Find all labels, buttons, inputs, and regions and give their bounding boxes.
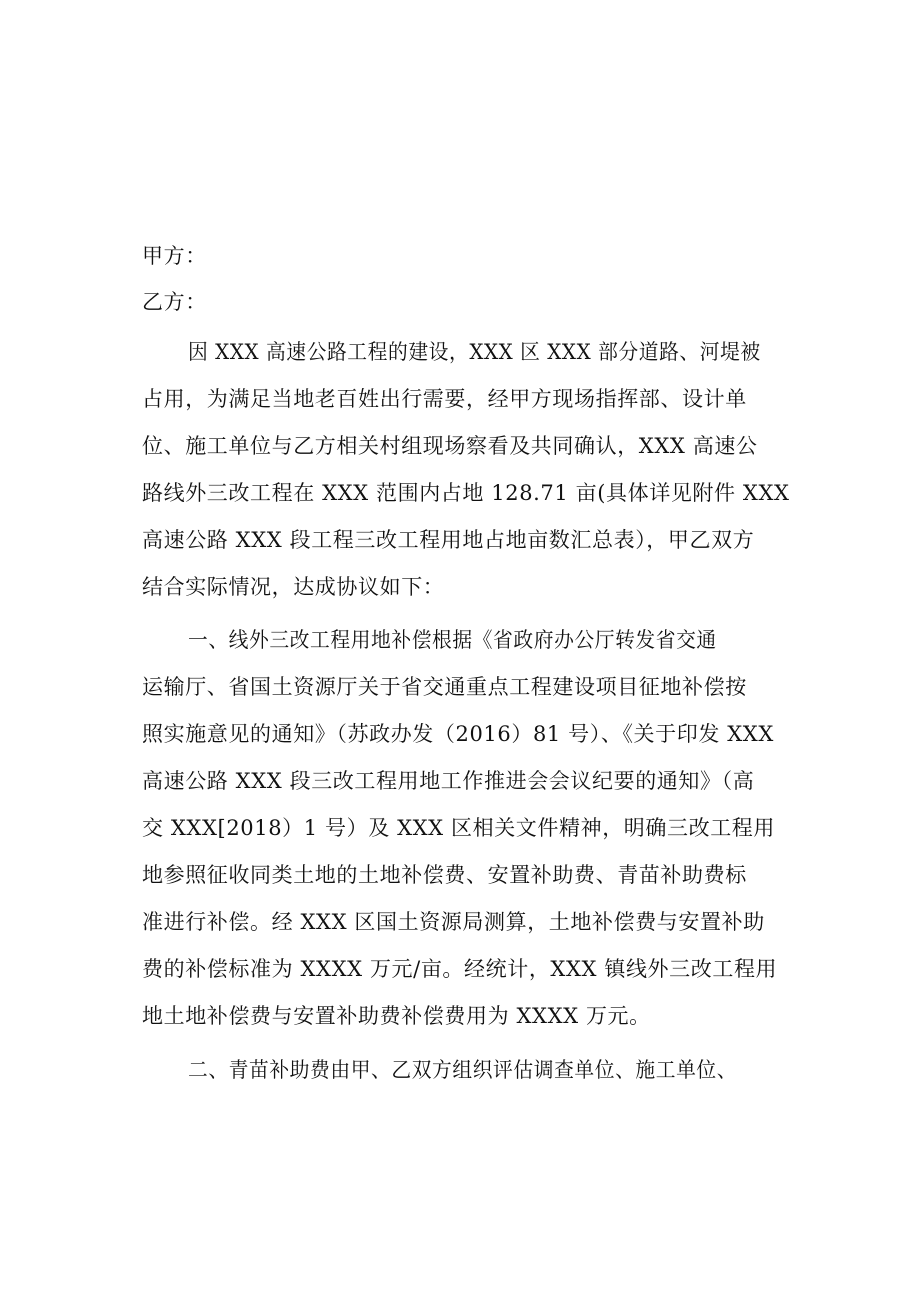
party-b-label: 乙方： (142, 290, 207, 314)
clause1-line-3: 照实施意见的通知》（苏政办发（2016）81 号）、《关于印发 XXX (142, 722, 774, 746)
intro-line-5: 高速公路 XXX 段工程三改工程用地占地亩数汇总表），甲乙双方 (142, 528, 755, 552)
clause1-line-7: 准进行补偿。经 XXX 区国土资源局测算，土地补偿费与安置补助 (142, 910, 765, 934)
party-a-label: 甲方： (142, 244, 207, 268)
intro-line-1: 因 XXX 高速公路工程的建设，XXX 区 XXX 部分道路、河堤被 (188, 340, 761, 364)
clause1-line-6: 地参照征收同类土地的土地补偿费、安置补助费、青苗补助费标 (142, 863, 747, 887)
intro-line-2: 占用，为满足当地老百姓出行需要，经甲方现场指挥部、设计单 (142, 387, 747, 411)
intro-line-3: 位、施工单位与乙方相关村组现场察看及共同确认，XXX 高速公 (142, 434, 758, 458)
intro-line-6: 结合实际情况，达成协议如下： (142, 575, 445, 599)
clause1-line-2: 运输厅、省国土资源厅关于省交通重点工程建设项目征地补偿按 (142, 675, 747, 699)
clause1-line-4: 高速公路 XXX 段三改工程用地工作推进会会议纪要的通知》（高 (142, 769, 755, 793)
intro-line-4: 路线外三改工程在 XXX 范围内占地 128.71 亩(具体详见附件 XXX (142, 481, 790, 505)
clause1-line-9: 地土地补偿费与安置补助费补偿费用为 XXXX 万元。 (142, 1004, 651, 1028)
clause1-line-1: 一、线外三改工程用地补偿根据《省政府办公厅转发省交通 (188, 628, 717, 652)
clause1-line-8: 费的补偿标准为 XXXX 万元/亩。经统计，XXX 镇线外三改工程用 (142, 957, 778, 981)
clause2-line-1: 二、青苗补助费由甲、乙双方组织评估调查单位、施工单位、 (188, 1058, 738, 1082)
clause1-line-5: 交 XXX[2018）1 号）及 XXX 区相关文件精神，明确三改工程用 (142, 816, 775, 840)
